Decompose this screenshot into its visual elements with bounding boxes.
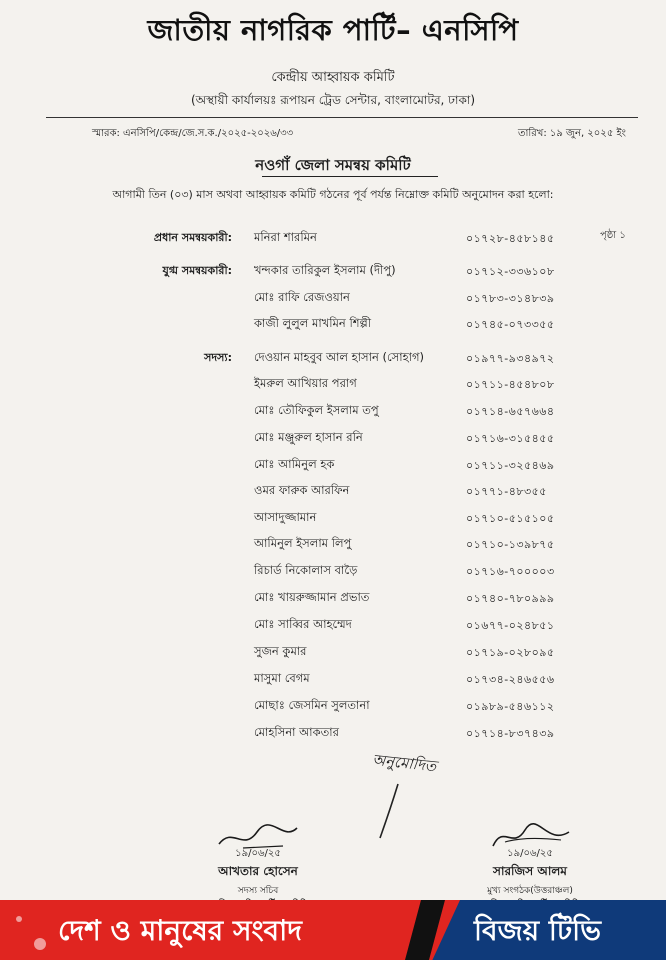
signature-left: [198, 822, 318, 911]
signature-date: ১৯/০৬/২৫: [507, 848, 553, 859]
member-name: সুজন কুমার: [254, 644, 307, 658]
office-address: (অস্থায়ী কার্যালয়ঃ রূপায়ন ট্রেড সেন্টার, বাংলামোটর, ঢাকা): [191, 93, 475, 107]
header-divider: [46, 117, 638, 118]
document-date: তারিখ: ১৯ জুন, ২০২৫ ইং: [518, 128, 626, 139]
signatory-name: সারজিস আলম: [493, 864, 567, 878]
approval-stroke: [370, 780, 410, 842]
member-phone: ০১৭১১-৪৫৪৮০৮: [466, 378, 555, 391]
member-name: মোছাঃ জেসমিন সুলতানা: [254, 698, 370, 712]
member-phone: ০১৭১০-১৩৯৮৭৫: [466, 538, 555, 551]
member-phone: ০১৭১৬-৭০০০০৩: [466, 565, 555, 578]
signatory-designation: সদস্য সচিব: [237, 886, 279, 896]
member-phone: ০১৬৭৭-০২৪৮৫১: [466, 619, 555, 632]
district-committee-title: নওগাঁ জেলা সমন্বয় কমিটি: [255, 156, 411, 174]
role-chief-coordinator: প্রধান সমন্বয়কারী:: [153, 231, 232, 244]
member-name: আমিনুল ইসলাম লিপু: [254, 536, 352, 550]
member-name: মোঃ রাফি রেজওয়ান: [254, 290, 350, 304]
title-underline: [262, 176, 438, 177]
banner-slogan: দেশ ও মানুষের সংবাদ: [58, 914, 302, 947]
member-phone: ০১৯৮৯-৫৪৬১১২: [466, 700, 555, 713]
member-phone: ০১৯৭৭-৯৩৪৯৭২: [466, 352, 555, 365]
member-name: মোঃ মঞ্জুরুল হাসান রনি: [254, 430, 363, 444]
committee-name: কেন্দ্রীয় আহ্বায়ক কমিটি: [271, 70, 395, 85]
member-name: মাসুমা বেগম: [254, 671, 310, 685]
member-phone: ০১৭৪৫-০৭৩৩৫৫: [466, 318, 555, 331]
signatory-name: আখতার হোসেন: [218, 864, 298, 878]
member-name: মোঃ আমিনুল হক: [254, 457, 335, 471]
page-number: পৃষ্ঠা ১: [600, 230, 626, 241]
member-name: ইমরুল আখিয়ার পরাগ: [254, 376, 357, 390]
member-name: মোহসিনা আকতার: [254, 725, 339, 739]
member-name: ওমর ফারুক আরফিন: [254, 483, 350, 497]
member-phone: ০১৭৪০-৭৮০৯৯৯: [466, 592, 555, 605]
member-name: খন্দকার তারিকুল ইসলাম (দীপু): [254, 263, 396, 277]
party-title: জাতীয় নাগরিক পার্টি– এনসিপি: [147, 13, 519, 47]
member-name: মোঃ তৌফিকুল ইসলাম তপু: [254, 403, 379, 417]
member-name: মোঃ খায়রুজ্জামান প্রভাত: [254, 590, 370, 604]
signature-date: ১৯/০৬/২৫: [235, 848, 281, 859]
member-phone: ০১৭১৪-৮৩৭৪৩৯: [466, 727, 555, 740]
member-name: দেওয়ান মাহবুব আল হাসান (সোহাগ): [254, 350, 424, 364]
signature-right: [464, 822, 596, 911]
intro-text: আগামী তিন (০৩) মাস অথবা আহ্বায়ক কমিটি গঠনের পূর্ব পর্যন্ত নিম্নোক্ত কমিটি অনুমোদন করা হলো:: [112, 188, 554, 201]
member-phone: ০১৭১৯-০২৮০৯৫: [466, 646, 555, 659]
tv-banner: [0, 900, 666, 960]
decor-dot: [16, 916, 22, 922]
member-phone: ০১৭১১-৩২৫৪৬৯: [466, 459, 555, 472]
member-name: কাজী লুলুল মাখমিন শিল্পী: [254, 316, 372, 330]
signatory-designation: মুখ্য সংগঠক(উত্তরাঞ্চল): [487, 886, 573, 896]
approval-note: অনুমোদিত: [371, 750, 438, 776]
memo-reference: স্মারক: এনসিপি/কেন্দ্র/জে.স.ক./২০২৫-২০২৬/৩৩: [92, 128, 294, 139]
member-phone: ০১৭১০-৫১৫১০৫: [466, 512, 555, 525]
member-phone: ০১৭১৬-৩১৫৪৫৫: [466, 432, 555, 445]
member-name: মোঃ সাব্বির আহম্মেদ: [254, 617, 352, 631]
member-name: মনিরা শারমিন: [254, 230, 317, 244]
member-phone: ০১৭২৮-৪৫৮১৪৫: [466, 232, 555, 245]
member-phone: ০১৭৮৩-৩১৪৮৩৯: [466, 292, 555, 305]
channel-name: বিজয় টিভি: [474, 914, 602, 947]
member-phone: ০১৭১২-৩৩৬১০৮: [466, 265, 555, 278]
member-phone: ০১৭৩৪-২৪৬৫৫৬: [466, 673, 555, 686]
decor-dot: [34, 938, 46, 950]
role-joint-coordinator: যুগ্ম সমন্বয়কারী:: [162, 264, 232, 277]
member-name: রিচার্ড নিকোলাস বাড়ৈ: [254, 563, 358, 577]
member-phone: ০১৭১৪-৬৫৭৬৬৪: [466, 405, 555, 418]
role-member: সদস্য:: [204, 351, 232, 364]
member-name: আসাদুজ্জামান: [254, 510, 317, 524]
member-phone: ০১৭৭১-৪৮৩৫৫: [466, 485, 547, 498]
